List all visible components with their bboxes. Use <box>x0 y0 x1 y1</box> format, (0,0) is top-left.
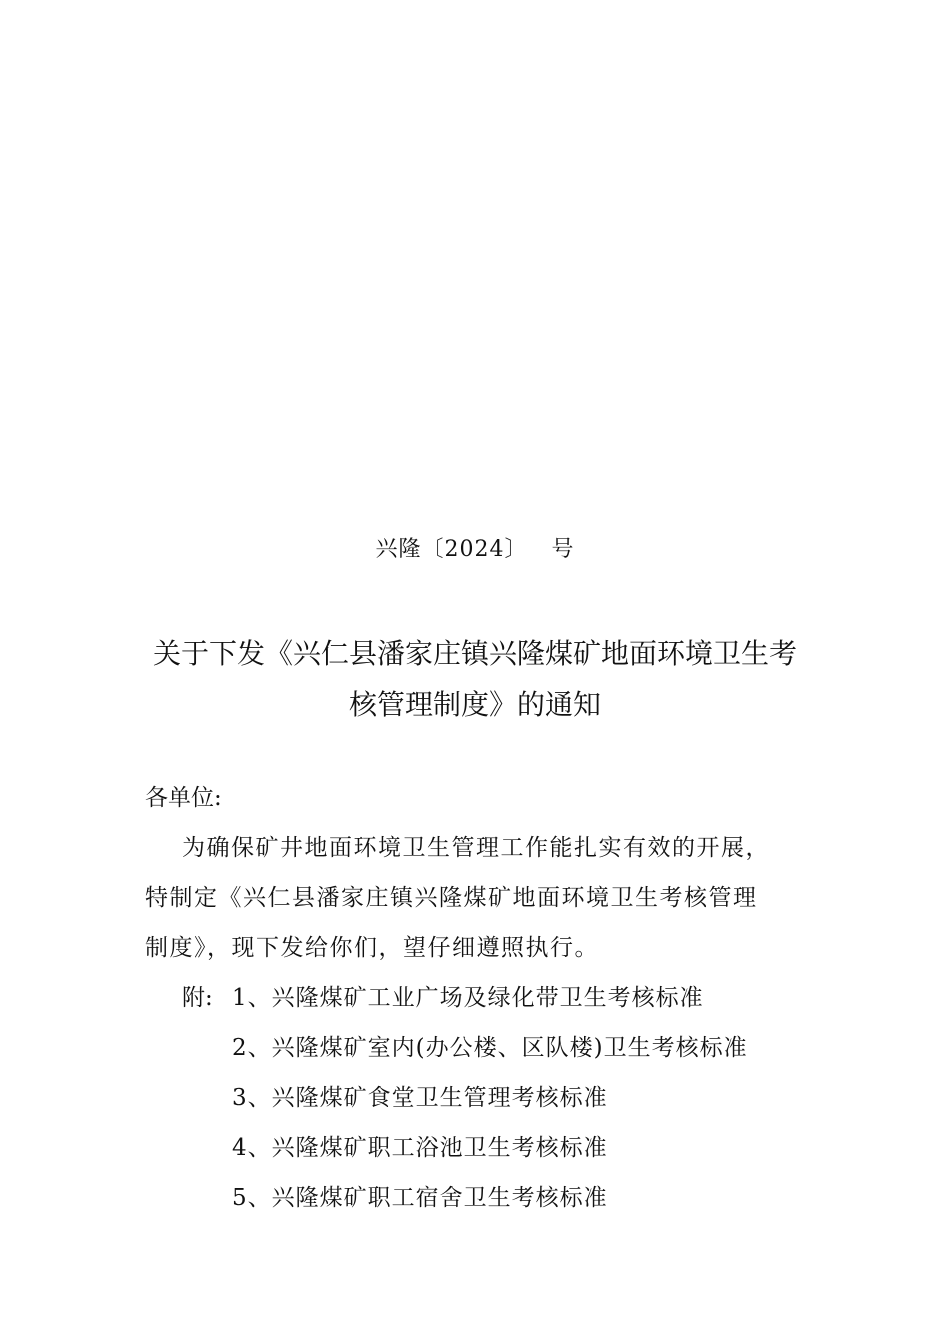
body-paragraph-line-1: 为确保矿井地面环境卫生管理工作能扎实有效的开展， <box>182 835 770 861</box>
attachment-item-3: 3、兴隆煤矿食堂卫生管理考核标准 <box>232 1085 608 1111</box>
body-paragraph-line-2: 特制定《兴仁县潘家庄镇兴隆煤矿地面环境卫生考核管理 <box>145 885 758 911</box>
attachment-item-4: 4、兴隆煤矿职工浴池卫生考核标准 <box>232 1135 608 1161</box>
salutation: 各单位: <box>145 785 222 811</box>
attachment-item-5: 5、兴隆煤矿职工宿舍卫生考核标准 <box>232 1185 608 1211</box>
document-title <box>140 628 810 730</box>
document-number: 兴隆〔2024〕 号 <box>375 537 575 562</box>
attachment-label: 附: <box>182 985 213 1011</box>
attachment-item-2: 2、兴隆煤矿室内(办公楼、区队楼)卫生考核标准 <box>232 1035 748 1061</box>
body-paragraph-line-3: 制度》，现下发给你们，望仔细遵照执行。 <box>145 935 599 961</box>
title-line-1: 关于下发《兴仁县潘家庄镇兴隆煤矿地面环境卫生考 <box>152 637 797 670</box>
title-line-2: 核管理制度》的通知 <box>348 688 601 721</box>
attachment-item-1: 1、兴隆煤矿工业广场及绿化带卫生考核标准 <box>232 985 704 1011</box>
